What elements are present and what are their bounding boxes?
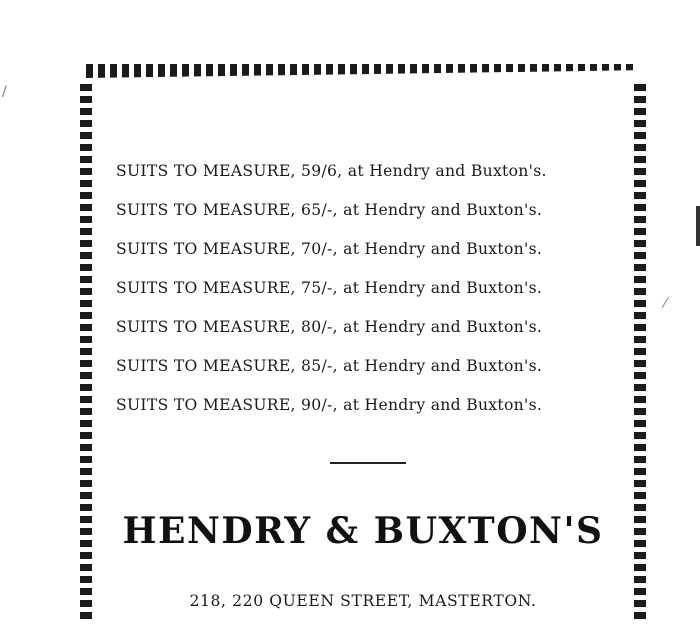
price-line: SUITS TO MEASURE, 85/-, at Hendry and Buxton's. <box>116 357 543 375</box>
price-list <box>116 160 616 433</box>
price-line: SUITS TO MEASURE, 70/-, at Hendry and Buxton's. <box>116 240 543 258</box>
firm-name-heading: HENDRY & BUXTON'S <box>122 510 604 552</box>
stray-mark: / <box>2 84 7 100</box>
price-line: SUITS TO MEASURE, 65/-, at Hendry and Buxton's. <box>116 201 543 219</box>
stray-mark: ⁄ <box>664 296 667 312</box>
price-line: SUITS TO MEASURE, 90/-, at Hendry and Buxton's. <box>116 396 543 414</box>
firm-address: 218, 220 QUEEN STREET, MASTERTON. <box>189 592 537 610</box>
price-line: SUITS TO MEASURE, 80/-, at Hendry and Buxton's. <box>116 318 543 336</box>
divider-rule <box>330 462 406 464</box>
page-edge-mark <box>696 206 700 246</box>
ornamental-border-top <box>86 64 634 78</box>
price-line: SUITS TO MEASURE, 59/6, at Hendry and Buxton's. <box>116 162 547 180</box>
advertisement-frame <box>80 64 646 624</box>
price-line: SUITS TO MEASURE, 75/-, at Hendry and Buxton's. <box>116 279 543 297</box>
